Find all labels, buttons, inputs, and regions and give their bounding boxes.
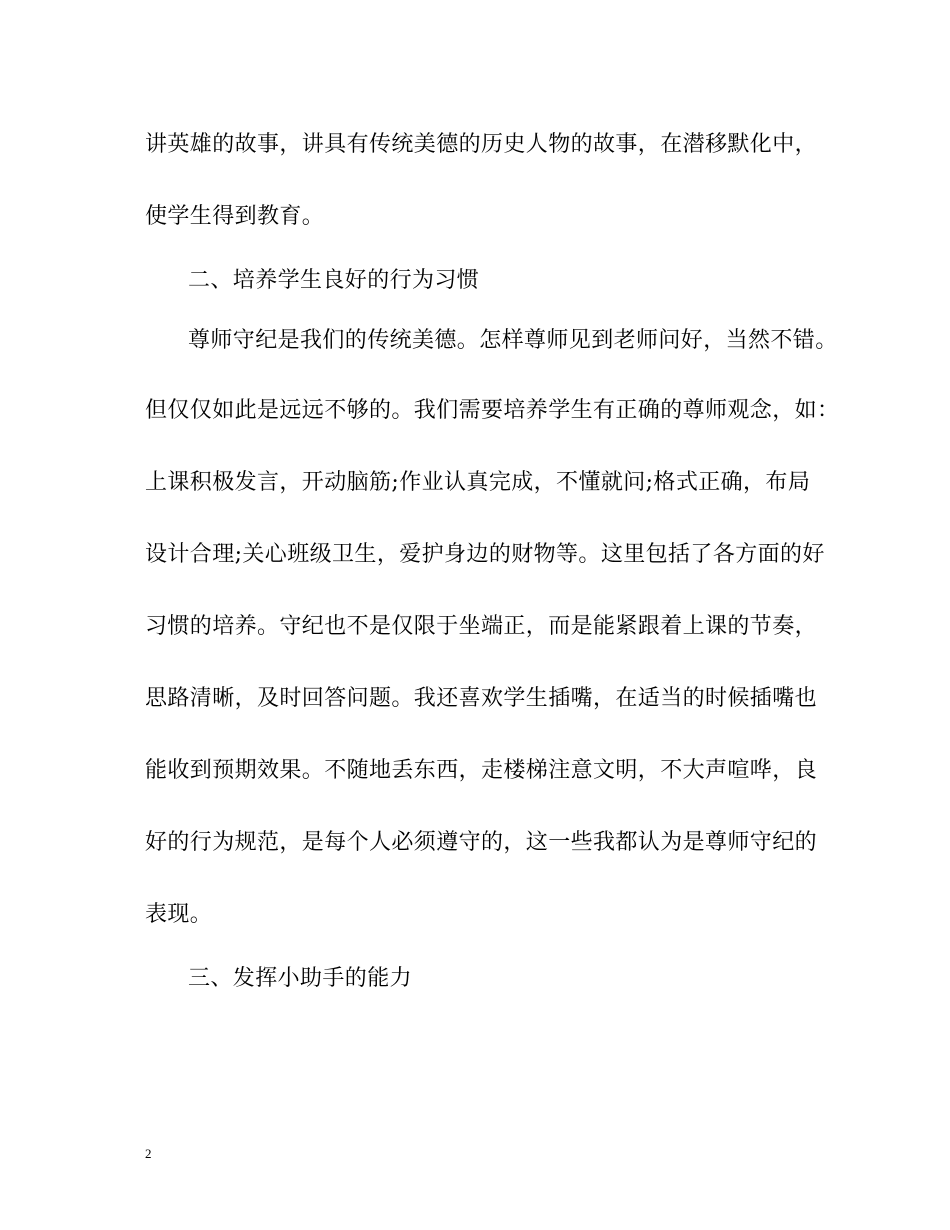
body-text-line: 但仅仅如此是远远不够的。我们需要培养学生有正确的尊师观念，如： [145,398,840,423]
body-text-line: 表现。 [145,902,213,927]
section-heading: 二、培养学生良好的行为习惯 [188,268,480,293]
section-heading: 三、发挥小助手的能力 [188,966,413,991]
body-text-line: 好的行为规范，是每个人必须遵守的，这一些我都认为是尊师守纪的 [145,830,818,855]
body-text-line: 使学生得到教育。 [145,204,325,229]
body-text-line: 能收到预期效果。不随地丢东西，走楼梯注意文明，不大声喧哗，良 [145,758,818,783]
body-text-line: 上课积极发言，开动脑筋;作业认真完成，不懂就问;格式正确，布局 [145,470,811,495]
body-text-line: 尊师守纪是我们的传统美德。怎样尊师见到老师问好，当然不错。 [188,328,838,353]
page-number: 2 [145,1146,152,1161]
body-text-line: 讲英雄的故事，讲具有传统美德的历史人物的故事，在潜移默化中， [145,132,818,157]
body-text-line: 思路清晰，及时回答问题。我还喜欢学生插嘴，在适当的时候插嘴也 [145,686,818,711]
body-text-line: 设计合理;关心班级卫生，爱护身边的财物等。这里包括了各方面的好 [145,542,825,567]
body-text-line: 习惯的培养。守纪也不是仅限于坐端正，而是能紧跟着上课的节奏， [145,614,818,639]
